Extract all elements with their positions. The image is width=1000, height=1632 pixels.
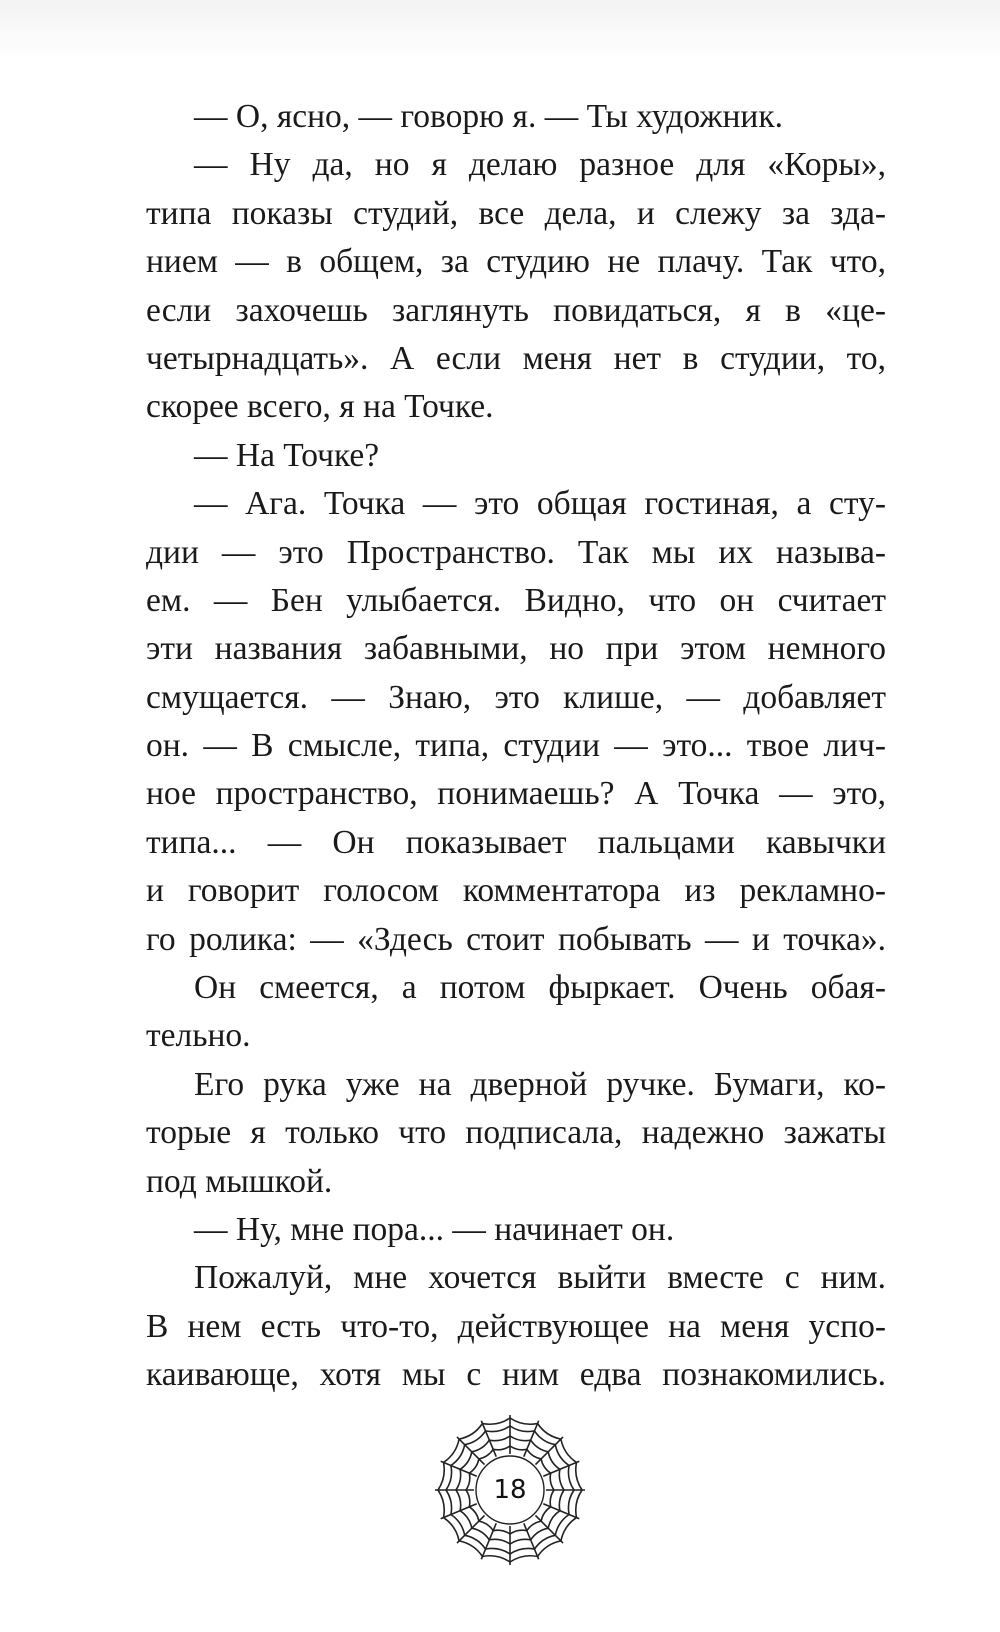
- text-line: — Ну, мне пора... — начинает он.: [194, 1210, 675, 1248]
- page-top-shadow: [0, 0, 1000, 60]
- text-line: го ролика: — «Здесь стоит побывать — и точка».: [146, 920, 886, 958]
- text-line: нием — в общем, за студию не плачу. Так что,: [146, 243, 886, 281]
- text-line: ное пространство, понимаешь? А Точка — это,: [146, 775, 886, 813]
- text-line: — О, ясно, — говорю я. — Ты художник.: [194, 98, 783, 135]
- text-line: под мышкой.: [146, 1162, 333, 1200]
- text-line: он. — В смысле, типа, студии — это... твое лич-: [146, 727, 886, 765]
- text-line: торые я только что подписала, надежно зажаты: [146, 1114, 886, 1152]
- text-line: Пожалуй, мне хочется выйти вместе с ним.: [194, 1259, 886, 1297]
- page-number: 18: [493, 1475, 527, 1505]
- text-line: если захочешь заглянуть повидаться, я в «це-: [146, 291, 886, 329]
- text-line: эти названия забавными, но при этом немного: [146, 630, 886, 668]
- text-line: тельно.: [146, 1017, 251, 1055]
- text-line: — Ну да, но я делаю разное для «Коры»,: [194, 146, 886, 184]
- text-line: ем. — Бен улыбается. Видно, что он считает: [146, 581, 886, 619]
- text-line: смущается. — Знаю, это клише, — добавляет: [146, 678, 886, 716]
- text-line: дии — это Пространство. Так мы их называ-: [146, 533, 886, 571]
- text-line: типа... — Он показывает пальцами кавычки: [146, 823, 886, 861]
- text-line: В нем есть что-то, действующее на меня успо-: [146, 1307, 886, 1345]
- text-line: каивающе, хотя мы с ним едва познакомились.: [146, 1356, 886, 1394]
- text-line: скорее всего, я на Точке.: [146, 388, 494, 426]
- text-line: четырнадцать». А если меня нет в студии, то,: [146, 339, 886, 377]
- text-line: Он смеется, а потом фыркает. Очень обая-: [194, 969, 886, 1007]
- text-line: типа показы студий, все дела, и слежу за зда-: [146, 194, 886, 232]
- text-line: — Ага. Точка — это общая гостиная, а сту-: [194, 485, 886, 523]
- text-line: и говорит голосом комментатора из рекламно-: [146, 872, 886, 910]
- text-line: — На Точке?: [194, 436, 380, 474]
- text-line: Его рука уже на дверной ручке. Бумаги, ко-: [194, 1065, 886, 1103]
- page-number-ornament: [434, 1414, 586, 1566]
- body-text: [146, 93, 886, 1400]
